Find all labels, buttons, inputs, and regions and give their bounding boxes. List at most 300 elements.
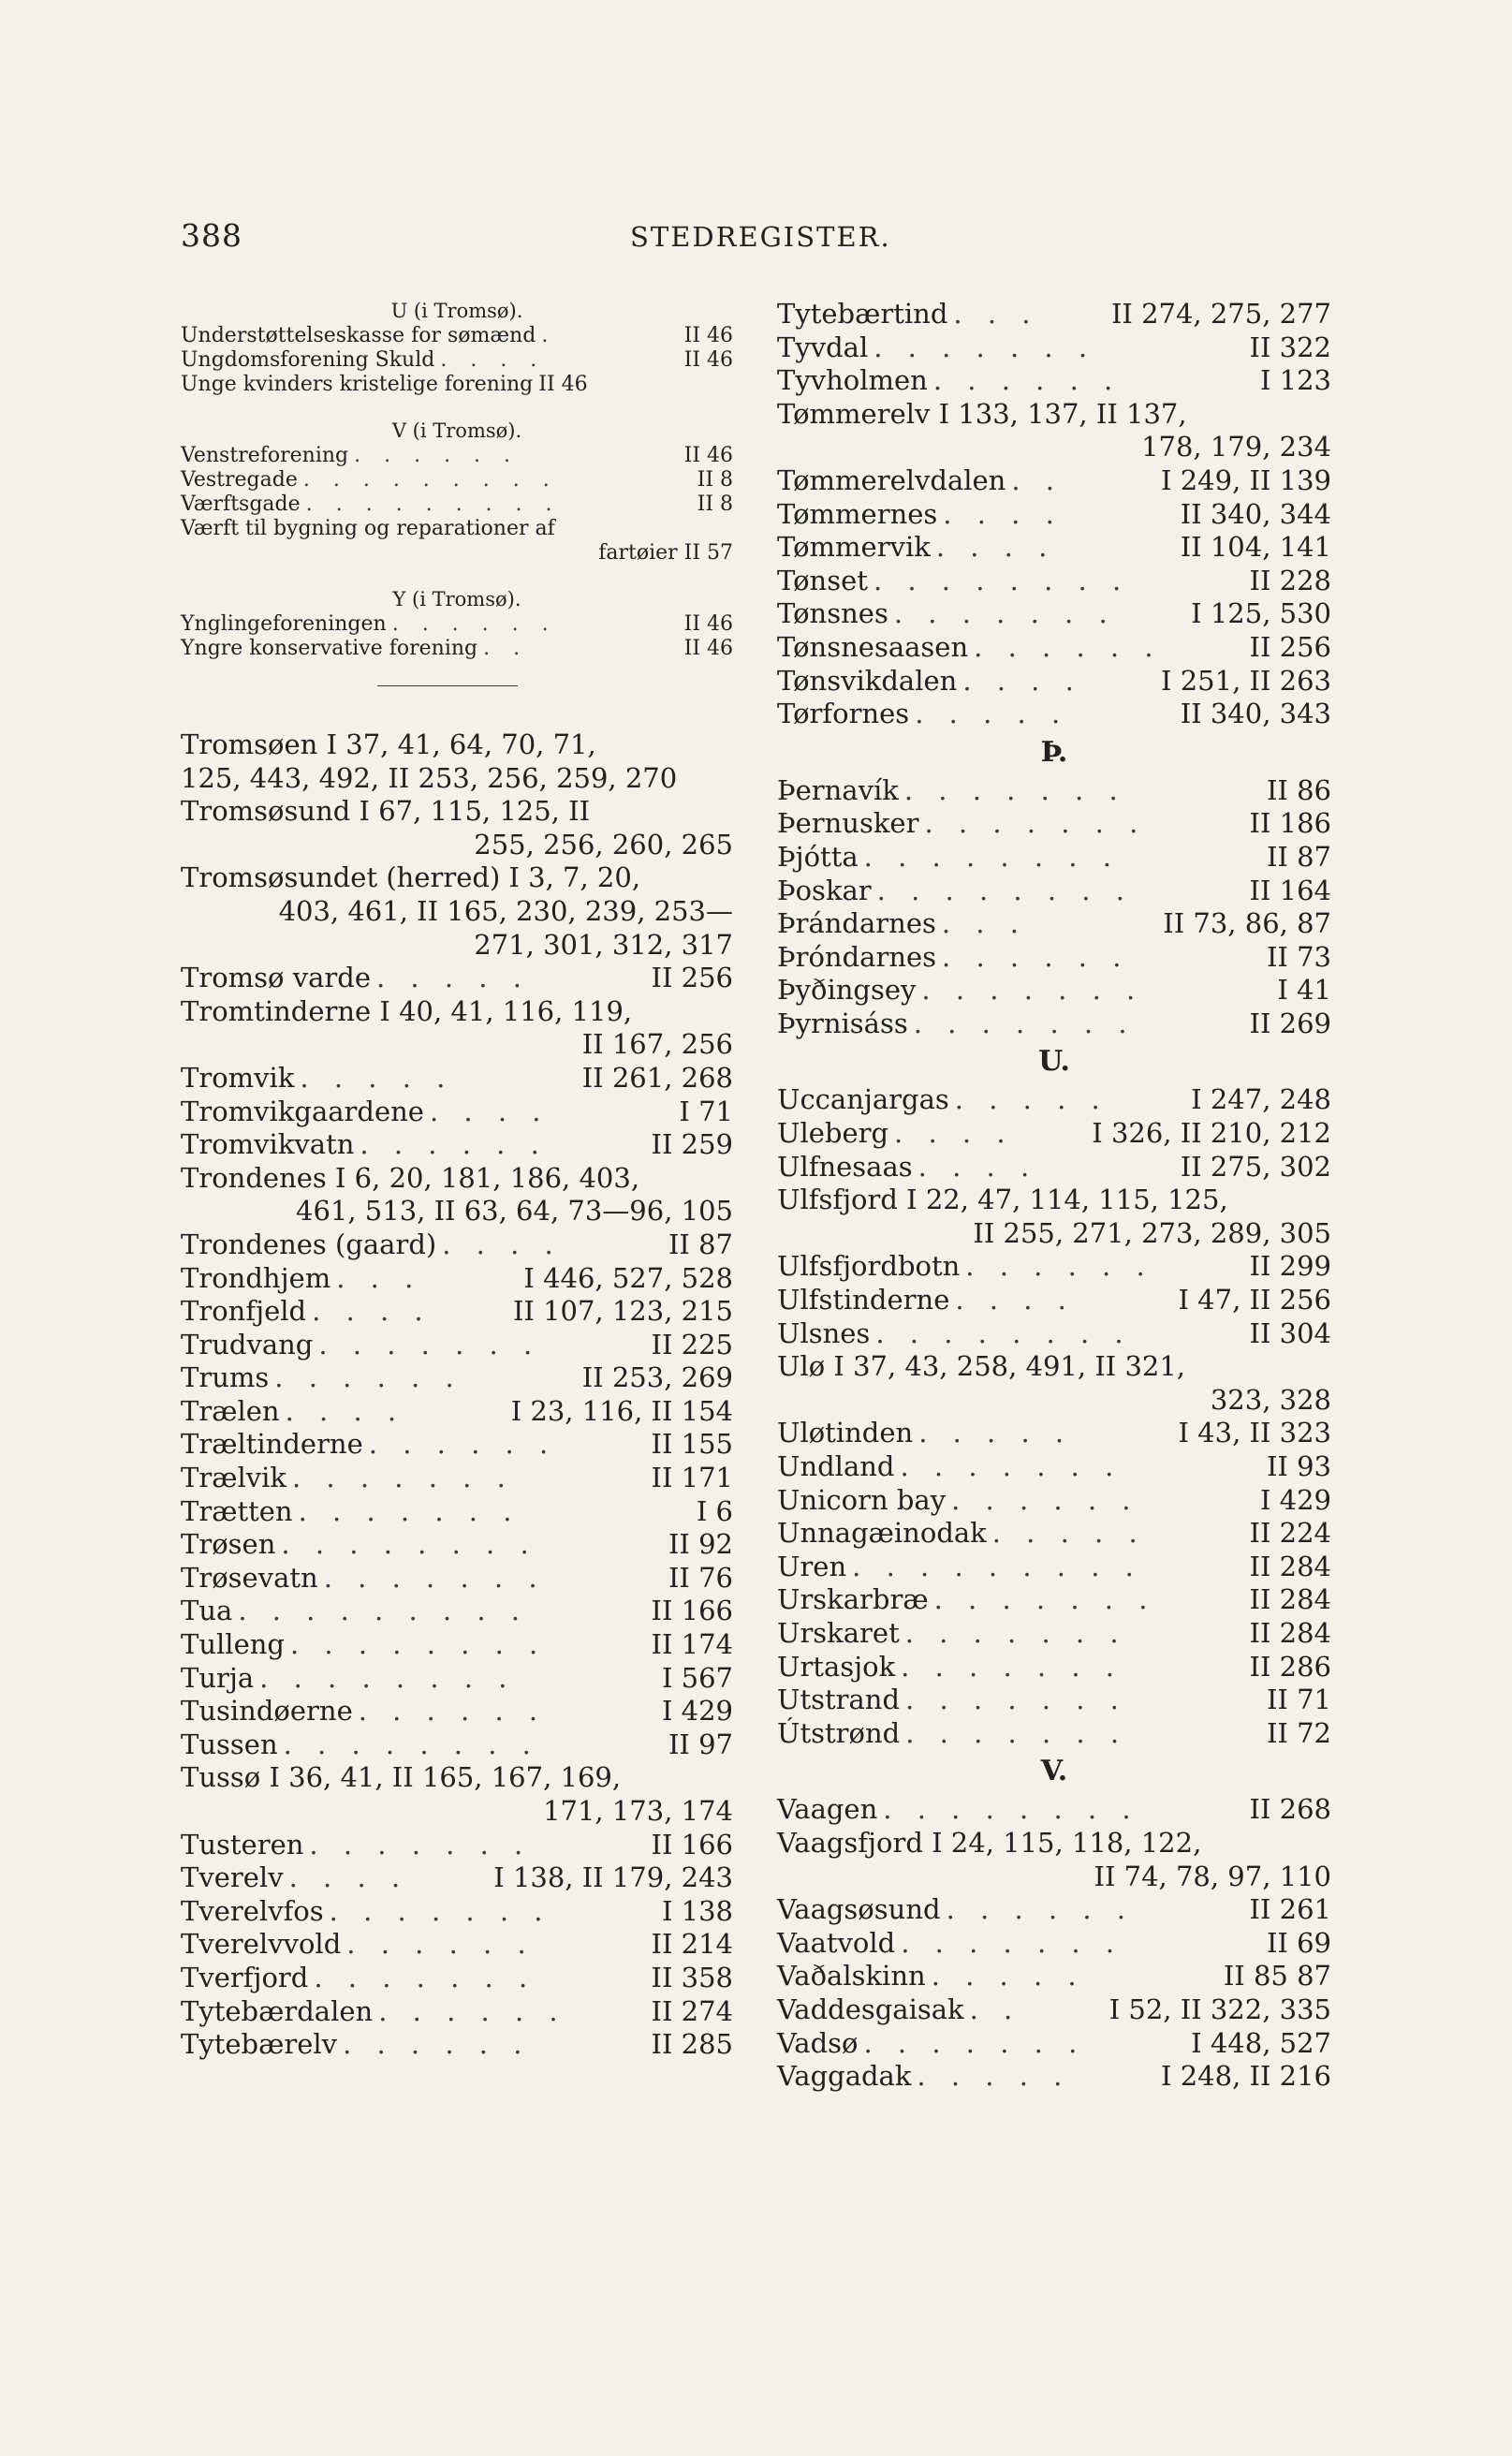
leader-dots: . . . . . [917,2060,1071,2093]
index-entry [777,331,1331,365]
page-reference: II 286 [1249,1650,1331,1683]
leader-dots: . . . . . [954,1083,1108,1116]
page-reference: II 304 [1249,1316,1331,1349]
page-reference: 171, 173, 174 [543,1795,733,1827]
leader-dots: . . . . . . . [893,597,1116,630]
entry-name: Tytebærelv [181,2028,338,2061]
index-entry [777,665,1331,699]
page-reference: 461, 513, II 63, 64, 73—96, 105 [296,1195,733,1228]
entry-name: Vaðalskinn [777,1960,926,1993]
leader-dots: . . . . . . . . [281,1528,537,1561]
entry-name: Vaddesgaisak [777,1993,964,2025]
page-reference: II 155 [651,1428,733,1461]
leader-dots: . . . . [440,348,546,372]
entry-name: Tverfjord [181,1961,309,1993]
page-reference: II 261 [1249,1893,1331,1926]
leader-dots: . . . [941,907,1027,940]
entry-name: Tømmerelvdalen [777,463,1006,496]
page-reference: I 123 [1259,364,1331,397]
index-entry [777,941,1331,975]
index-entry [777,1384,1331,1418]
entry-name: Utstrand [777,1684,901,1716]
index-entry [181,1829,733,1862]
index-entry [777,1450,1331,1484]
entry-name: Trætten [181,1494,293,1527]
index-entry [777,875,1331,908]
page-reference: II 358 [651,1961,733,1993]
entry-name: Trøsevatn [181,1561,318,1594]
leader-dots: . . . . . [915,698,1069,730]
page-reference: 323, 328 [1210,1383,1331,1416]
page-reference: II 253, 269 [581,1361,733,1394]
index-entry [777,1517,1331,1551]
index-entry [777,298,1331,331]
index-entry [777,498,1331,532]
leader-dots: . . . . [285,1394,405,1427]
leader-dots: . . . . . . [378,1994,566,2027]
page-reference: II 46 [683,612,733,636]
entry-name: Tømmervik [777,531,931,564]
index-entry [181,1028,733,1062]
leader-dots: . . . . . . [932,364,1122,397]
entry-name: Trondenes I 6, 20, 181, 186, 403, [181,1161,640,1194]
page-reference: II 299 [1249,1250,1331,1283]
index-entry [777,1217,1331,1251]
page-reference: I 429 [1259,1483,1331,1516]
page-reference: I 249, II 139 [1161,463,1331,496]
index-entry [777,907,1331,941]
page-reference: II 225 [651,1328,733,1360]
leader-dots: . . . . . . . [298,1494,521,1527]
index-entry [181,1262,733,1296]
index-entry [777,1484,1331,1518]
leader-dots: . . . . [962,664,1082,697]
leader-dots: . . . . . . . [863,2026,1086,2059]
leader-dots: . . . . . . . [900,1450,1123,1482]
page-reference: I 138, II 179, 243 [493,1861,733,1894]
index-entry [777,1350,1331,1384]
index-entry [777,1583,1331,1617]
leader-dots: . . . . . . . . . [238,1595,529,1627]
page-reference: 271, 301, 312, 317 [474,928,733,961]
page-reference: I 47, II 256 [1178,1284,1331,1316]
entry-name: Uløtinden [777,1417,914,1449]
entry-name: Tromsøsund I 67, 115, 125, II [181,795,591,828]
index-entry [777,2060,1331,2094]
tromso-subindex [181,298,733,661]
entry-name: Þyðingsey [777,974,917,1007]
leader-dots: . . . . . . [274,1361,462,1394]
page-reference: I 448, 527 [1191,2026,1331,2059]
page-reference: I 446, 527, 528 [523,1261,733,1294]
leader-dots: . . . . . . . [329,1894,551,1927]
leader-dots: . . . . . . [942,940,1130,973]
leader-dots: . . [1011,463,1064,496]
index-entry [181,1062,733,1096]
index-entry [181,795,733,829]
leader-dots: . . . . [288,1861,409,1894]
leader-dots: . . . . . . . [905,1684,1127,1716]
index-entry [777,1617,1331,1651]
entry-name: Tussen [181,1728,278,1760]
entry-name: Trudvang [181,1328,314,1360]
index-entry [777,1007,1331,1041]
leader-dots: . . . . . . [368,1428,557,1461]
index-entry [181,1962,733,1995]
entry-name: Unge kvinders kristelige forening [181,373,534,396]
entry-name: Ulfsfjordbotn [777,1250,961,1283]
page-reference: I 251, II 263 [1161,664,1331,697]
page-reference: II 46 [683,444,733,467]
index-entry [181,1128,733,1162]
index-entry [181,1495,733,1529]
index-entry [181,1895,733,1929]
page-reference: II 46 [538,373,588,396]
entry-name: Tromvikgaardene [181,1095,424,1127]
leader-dots: . . . . [894,1117,1014,1150]
page-reference: II 256 [651,962,733,994]
page-reference: I 125, 530 [1191,597,1331,630]
entry-name: Tussø I 36, 41, II 165, 167, 169, [181,1761,622,1794]
leader-dots: . . . . . [376,962,530,994]
entry-name: Tromvik [181,1061,295,1094]
page-reference: II 87 [1266,840,1331,873]
entry-name: Tønsnesaasen [777,630,969,663]
page-reference: II 171 [651,1462,733,1494]
page-header [181,217,1332,264]
entry-name: Tromsøsundet (herred) I 3, 7, 20, [181,861,641,894]
page-reference: II 166 [651,1828,733,1860]
index-entry [777,1151,1331,1184]
entry-name: Þróndarnes [777,940,937,973]
page-reference: II 224 [1249,1517,1331,1550]
leader-dots: . . . . [943,497,1063,530]
entry-name: Vaagen [777,1793,878,1826]
index-entry [181,1162,733,1196]
leader-dots: . . . . . . [360,1128,548,1161]
leader-dots: . . . . . . . [904,1616,1127,1649]
page-reference: II 214 [651,1928,733,1961]
page-reference: II 71 [1266,1684,1331,1716]
leader-dots: . . . . . . . . . [852,1550,1142,1582]
right-entry-list-t [777,298,1331,731]
entry-name: Trælen [181,1394,280,1427]
leader-dots: . . . . [429,1095,550,1127]
page-reference: II 259 [651,1128,733,1161]
entry-name: Þjótta [777,840,859,873]
leader-dots: . . . [336,1261,422,1294]
index-entry [181,1428,733,1462]
index-entry [777,1651,1331,1684]
leader-dots: . . . . . . . [921,974,1144,1007]
entry-name: Tua [181,1595,233,1627]
index-entry [181,637,733,661]
entry-name: Þoskar [777,874,872,906]
leader-dots: . . . . . . . [924,807,1147,840]
section-heading-v: V. [1040,1755,1068,1788]
entry-name: Vaatvold [777,1926,896,1959]
entry-name: Þernavík [777,773,899,806]
index-entry [777,807,1331,841]
right-column [777,298,1331,2094]
entry-name: Tulleng [181,1628,285,1661]
leader-dots: . . . . . . [951,1483,1139,1516]
page-reference: II 255, 271, 273, 289, 305 [973,1216,1331,1249]
index-entry [777,1793,1331,1827]
right-entry-list-u [777,1083,1331,1750]
page-reference: fartøier II 57 [598,541,733,565]
entry-name: Trælvik [181,1462,286,1494]
index-entry [181,373,733,397]
page-reference: I 52, II 322, 335 [1108,1993,1331,2025]
page-reference: II 284 [1249,1583,1331,1616]
index-entry [777,1860,1331,1894]
leader-dots: . . . . [955,1284,1075,1316]
entry-name: Tromsø varde [181,962,371,994]
index-entry [181,1761,733,1795]
index-entry [181,1329,733,1362]
entry-name: Tverelvvold [181,1928,342,1961]
leader-dots: . . . . . . . [291,1462,514,1494]
page-reference: II 87 [668,1228,733,1260]
entry-name: Ulfstinderne [777,1284,950,1316]
subindex-heading: Y (i Tromsø). [392,588,521,610]
entry-name: Ungdomsforening Skuld [181,348,435,372]
page-reference: II 107, 123, 215 [512,1295,733,1328]
page-reference: I 71 [679,1095,733,1127]
leader-dots: . . . . . . . . [259,1661,516,1694]
page-reference: 255, 256, 260, 265 [474,828,733,860]
leader-dots: . . . . . [931,1960,1085,1993]
index-entry [777,2027,1331,2061]
page-reference: I 429 [661,1695,733,1728]
index-entry [181,1595,733,1628]
entry-name: 125, 443, 492, II 253, 256, 259, 270 [181,761,678,794]
leader-dots: . . [969,1993,1021,2025]
index-entry [777,597,1331,631]
leader-dots: . . . . . . . . . [302,468,558,492]
leader-dots: . . . . . . . [901,1926,1123,1959]
index-entry [777,1551,1331,1584]
index-entry [181,1228,733,1262]
index-entry [181,348,733,373]
leader-dots: . . . . . . . . [873,564,1130,596]
page-reference: II 76 [668,1561,733,1594]
entry-name: Ulsnes [777,1316,871,1349]
index-entry [181,1861,733,1895]
index-entry [777,364,1331,398]
index-entry [181,929,733,963]
leader-dots: . . . . . . . . [875,1316,1132,1349]
page-reference: II 73, 86, 87 [1163,907,1331,940]
entry-name: Vadsø [777,2026,859,2059]
entry-name: Tverelvfos [181,1894,324,1927]
page-reference: II 269 [1249,1007,1331,1039]
page-reference: II 322 [1249,331,1331,363]
index-entry [181,995,733,1029]
page-reference: II 174 [651,1628,733,1661]
leader-dots: . . [483,637,529,660]
entry-name: Værft til bygning og reparationer af [181,517,555,540]
page-reference: II 228 [1249,564,1331,596]
leader-dots: . . . . . . [946,1893,1134,1926]
page-reference: II 85 87 [1223,1960,1331,1993]
entry-name: Vaggadak [777,2060,912,2093]
page-reference: II 74, 78, 97, 110 [1094,1860,1331,1892]
leader-dots: . . . . [312,1295,432,1328]
index-entry [181,895,733,929]
entry-name: Trondenes (gaard) [181,1228,437,1260]
entry-name: Ulfsfjord I 22, 47, 114, 115, 125, [777,1184,1228,1216]
index-entry [181,517,733,541]
entry-name: Uren [777,1550,847,1582]
page-reference: II 167, 256 [581,1028,733,1061]
page-reference: II 275, 302 [1180,1150,1331,1183]
index-entry [777,464,1331,498]
index-entry [181,444,733,468]
entry-name: Tromvikvatn [181,1128,355,1161]
entry-name: Tyvdal [777,331,869,363]
page-reference: II 274 [651,1994,733,2027]
index-entry [777,431,1331,464]
page-reference: I 43, II 323 [1178,1417,1331,1449]
entry-name: Þyrnisáss [777,1007,908,1039]
section-heading-thorn: Þ. [1040,735,1068,769]
index-entry [777,1927,1331,1961]
index-entry [777,1184,1331,1217]
entry-name: Træltinderne [181,1428,363,1461]
index-entry [777,1960,1331,1993]
entry-name: Tømmernes [777,497,938,530]
entry-name: Undland [777,1450,895,1482]
leader-dots: . . . . . [300,1061,454,1094]
page-reference: II 104, 141 [1180,531,1331,564]
leader-dots: . . . . . . . [309,1828,532,1860]
leader-dots: . . . . . . . [323,1561,546,1594]
entry-name: Uccanjargas [777,1083,949,1116]
leader-dots: . . . . . . [343,2028,531,2061]
index-entry [777,698,1331,731]
entry-name: Þernusker [777,807,919,840]
index-entry [777,1250,1331,1284]
index-entry [181,324,733,348]
entry-name: Unnagæinodak [777,1517,987,1550]
index-entry [181,1462,733,1495]
entry-name: Tønsvikdalen [777,664,958,697]
page-reference: II 72 [1266,1716,1331,1749]
entry-name: Tønsnes [777,597,888,630]
index-entry [181,468,733,493]
index-entry [777,1893,1331,1927]
page-reference: II 164 [1249,874,1331,906]
leader-dots: . . . . . . . [933,1583,1156,1616]
entry-name: Understøttelseskasse for sømænd [181,324,536,347]
entry-name: Trondhjem [181,1261,331,1294]
leader-dots: . . . . [935,531,1056,564]
entry-name: Tromsøen I 37, 41, 64, 70, 71, [181,728,596,760]
index-entry [181,1295,733,1329]
entry-name: Urskaret [777,1616,900,1649]
subindex-heading: V (i Tromsø). [391,419,522,442]
entry-name: Urtasjok [777,1650,896,1683]
page-reference: II 268 [1249,1793,1331,1826]
page-reference: II 284 [1249,1550,1331,1582]
entry-name: Útstrønd [777,1716,901,1749]
running-title: STEDREGISTER. [630,221,891,253]
page-reference: II 86 [1266,773,1331,806]
entry-name: Tromtinderne I 40, 41, 116, 119, [181,994,633,1027]
index-entry [181,493,733,517]
index-entry [181,1995,733,2029]
page-reference: I 567 [661,1661,733,1694]
index-entry [777,1827,1331,1860]
page-reference: II 46 [683,324,733,347]
leader-dots: . . . . . . [965,1250,1153,1283]
index-entry [181,1528,733,1562]
index-entry [777,1317,1331,1351]
page-reference: II 93 [1266,1450,1331,1482]
page-reference: 403, 461, II 165, 230, 239, 253— [278,894,733,927]
leader-dots: . . . . . . . [318,1328,541,1360]
index-entry [777,1993,1331,2027]
entry-name: Tusindøerne [181,1695,353,1728]
entry-name: Tørfornes [777,698,910,730]
leader-dots: . . . . . . . [903,773,1126,806]
leader-dots: . . . . . [991,1517,1146,1550]
leader-dots: . . . . . . . [873,331,1096,363]
page-reference: 178, 179, 234 [1141,431,1331,463]
index-entry [777,1083,1331,1117]
index-entry [181,1928,733,1962]
index-entry [181,1395,733,1429]
entry-name: Venstreforening [181,444,349,467]
index-entry [777,974,1331,1007]
page-reference: II 340, 344 [1180,497,1331,530]
index-entry [777,631,1331,665]
entry-name: Tverelv [181,1861,284,1894]
page-reference: II 285 [651,2028,733,2061]
leader-dots: . . . . . . [358,1695,547,1728]
leader-dots: . . . . . [918,1417,1073,1449]
index-entry [777,1717,1331,1751]
entry-name: Tytebærtind [777,298,948,330]
page-reference: I 41 [1277,974,1331,1007]
leader-dots: . . . . . . . . . [305,493,561,516]
leader-dots: . [541,324,557,347]
page-reference: II 8 [697,468,733,492]
left-entry-list [181,728,733,2062]
index-entry [181,1695,733,1728]
index-entry [777,1417,1331,1450]
page-reference: II 261, 268 [581,1061,733,1094]
page-reference: II 92 [668,1528,733,1561]
entry-name: Ulfnesaas [777,1150,913,1183]
index-entry [181,541,733,566]
page-reference: II 73 [1266,940,1331,973]
entry-name: Turja [181,1661,255,1694]
entry-name: Yngre konservative forening [181,637,478,660]
page-reference: II 69 [1266,1926,1331,1959]
subindex-heading: U (i Tromsø). [390,300,523,322]
page-reference: II 274, 275, 277 [1110,298,1331,330]
index-entry [181,861,733,895]
entry-name: Vaagsøsund [777,1893,941,1926]
index-entry [181,612,733,637]
page-number: 388 [181,217,242,254]
index-entry [181,1728,733,1762]
entry-name: Tronfjeld [181,1295,307,1328]
index-entry [777,531,1331,565]
